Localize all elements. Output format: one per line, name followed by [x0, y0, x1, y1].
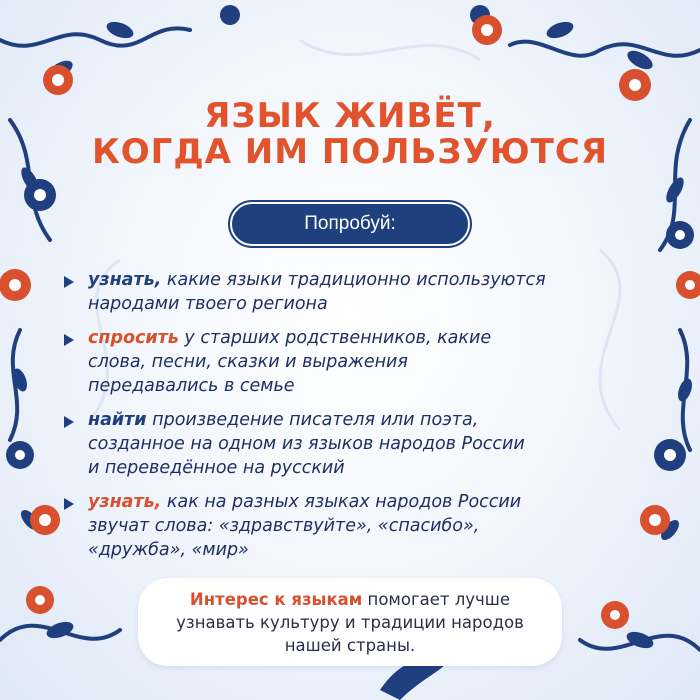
footer-text: помогает лучше [362, 589, 511, 609]
item-text: народами твоего региона [88, 294, 328, 314]
footer-text: нашей страны. [284, 635, 416, 655]
bullet-icon [64, 334, 74, 346]
headline-line-1: ЯЗЫК ЖИВЁТ, [204, 96, 496, 136]
item-text: слова, песни, сказки и выражения [88, 352, 408, 372]
item-text: «дружба», «мир» [88, 540, 249, 560]
item-text: созданное на одном из языков народов России [88, 434, 525, 454]
try-badge-label: Попробуй: [304, 213, 396, 234]
item-keyword: найти [88, 410, 147, 430]
footer-text: узнавать культуру и традиции народов [176, 612, 524, 632]
item-text: произведение писателя или поэта, [146, 410, 479, 430]
list-item [64, 326, 624, 398]
item-keyword: узнать, [88, 270, 162, 290]
item-keyword: спросить [88, 328, 179, 348]
try-badge [230, 202, 470, 246]
item-text: передавались в семье [88, 376, 295, 396]
item-text: звучат слова: [88, 516, 214, 536]
footer-highlight: Интерес к языкам [189, 589, 363, 609]
item-text: и переведённое на русский [88, 458, 345, 478]
list-item [64, 490, 624, 562]
item-text: «здравствуйте», «спасибо», [213, 516, 480, 536]
list-item [64, 408, 624, 480]
footer-note [138, 578, 562, 666]
item-text: какие языки традиционно используются [161, 270, 546, 290]
bullet-icon [64, 276, 74, 288]
item-text: у старших родственников, какие [178, 328, 492, 348]
headline-line-2: КОГДА ИМ ПОЛЬЗУЮТСЯ [91, 132, 609, 172]
item-keyword: узнать, [88, 492, 162, 512]
bullet-icon [64, 498, 74, 510]
item-text: как на разных языках народов России [161, 492, 522, 512]
bullet-icon [64, 416, 74, 428]
list-item [64, 268, 624, 316]
